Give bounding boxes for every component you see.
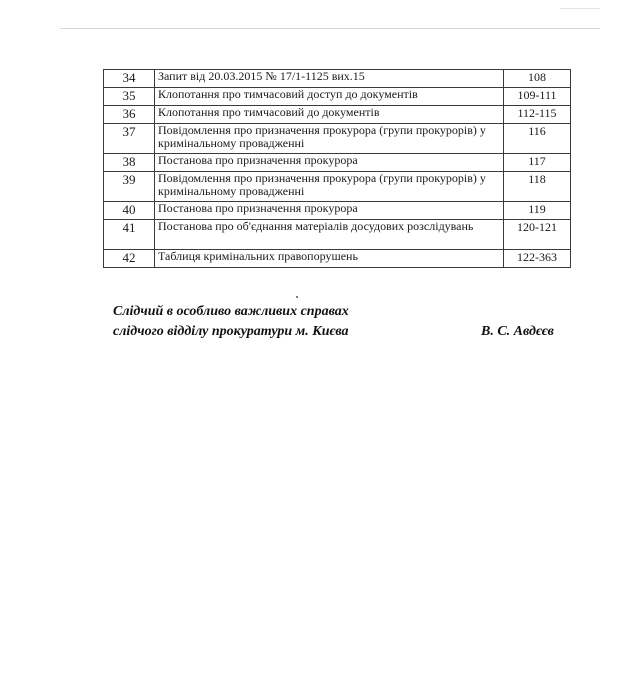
row-pages: 112-115 bbox=[504, 106, 571, 124]
row-number: 35 bbox=[104, 88, 155, 106]
row-pages: 109-111 bbox=[504, 88, 571, 106]
row-number: 36 bbox=[104, 106, 155, 124]
table-row bbox=[104, 124, 571, 154]
row-pages: 122-363 bbox=[504, 250, 571, 268]
scan-edge-line bbox=[60, 28, 600, 29]
signatory-position bbox=[113, 302, 349, 342]
row-title: Запит від 20.03.2015 № 17/1-1125 вих.15 bbox=[155, 70, 504, 88]
table-row bbox=[104, 70, 571, 88]
scan-edge-mark bbox=[560, 8, 600, 9]
row-pages: 116 bbox=[504, 124, 571, 154]
row-number: 42 bbox=[104, 250, 155, 268]
row-pages: 108 bbox=[504, 70, 571, 88]
row-title: Повідомлення про призначення прокурора (групи прокурорів) у кримінальному провадженні bbox=[155, 124, 504, 154]
row-title: Постанова про призначення прокурора bbox=[155, 202, 504, 220]
scan-speck bbox=[296, 296, 298, 298]
row-title: Клопотання про тимчасовий до документів bbox=[155, 106, 504, 124]
row-number: 41 bbox=[104, 220, 155, 250]
table-row bbox=[104, 172, 571, 202]
table-row bbox=[104, 88, 571, 106]
row-title: Повідомлення про призначення прокурора (групи прокурорів) у кримінальному провадженні bbox=[155, 172, 504, 202]
row-number: 34 bbox=[104, 70, 155, 88]
row-title: Клопотання про тимчасовий доступ до документів bbox=[155, 88, 504, 106]
signatory-name: В. С. Авдєєв bbox=[481, 324, 554, 339]
row-number: 39 bbox=[104, 172, 155, 202]
row-title: Постанова про призначення прокурора bbox=[155, 154, 504, 172]
row-pages: 117 bbox=[504, 154, 571, 172]
row-title: Постанова про об'єднання матеріалів досудових розслідувань bbox=[155, 220, 504, 250]
table-row bbox=[104, 250, 571, 268]
table-row bbox=[104, 106, 571, 124]
row-title: Таблиця кримінальних правопорушень bbox=[155, 250, 504, 268]
row-number: 40 bbox=[104, 202, 155, 220]
row-pages: 118 bbox=[504, 172, 571, 202]
row-number: 38 bbox=[104, 154, 155, 172]
row-pages: 119 bbox=[504, 202, 571, 220]
signatory-position-line-1: Слідчий в особливо важливих справах bbox=[113, 304, 349, 319]
signatory-position-line-2: слідчого відділу прокуратури м. Києва bbox=[113, 324, 349, 339]
table-row bbox=[104, 202, 571, 220]
row-number: 37 bbox=[104, 124, 155, 154]
row-pages: 120-121 bbox=[504, 220, 571, 250]
table-row bbox=[104, 154, 571, 172]
document-register-table bbox=[103, 69, 571, 268]
table-row bbox=[104, 220, 571, 250]
